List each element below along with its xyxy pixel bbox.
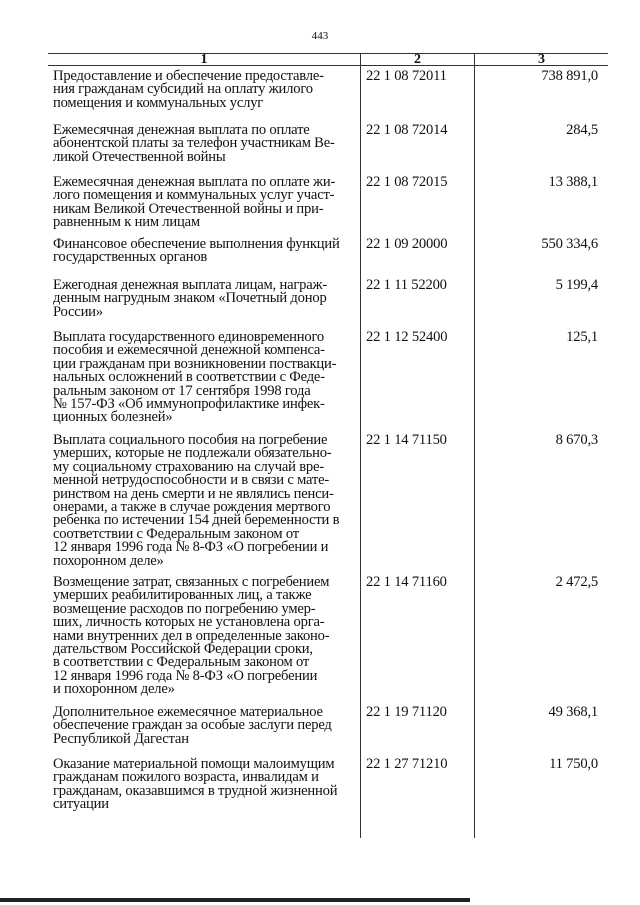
row-description: Оказание материальной помощи малоимущим гражданам пожилого возраста, инвалидам и гражданам, оказавшимся в трудной жизненной ситуации: [53, 756, 338, 813]
row-code: 22 1 14 71150: [366, 432, 447, 448]
row-description: Возмещение затрат, связанных с погребением умерших реабилитированных лиц, а также возмещение расходов по погребению умер- ших, личность которых не установлена орга- нами внутренних дел в определенные законо- дательством Российской Федерации сроки, в соответствии с Федеральным законом от 12 января 1996 года № 8-ФЗ «О погребении и похоронном деле»: [53, 574, 330, 698]
row-amount: 8 670,3: [555, 432, 598, 448]
row-amount: 49 368,1: [548, 704, 598, 720]
row-code: 22 1 27 71210: [366, 756, 448, 772]
row-amount: 13 388,1: [548, 174, 598, 190]
row-code: 22 1 08 72011: [366, 68, 447, 84]
row-description: Ежемесячная денежная выплата по оплате абонентской платы за телефон участникам Ве- ликой Отечественной войны: [53, 122, 335, 165]
row-code: 22 1 08 72014: [366, 122, 448, 138]
row-code: 22 1 12 52400: [366, 329, 448, 345]
row-description: Ежегодная денежная выплата лицам, награж- денным нагрудным знаком «Почетный донор России»: [53, 277, 328, 320]
row-amount: 11 750,0: [549, 756, 598, 772]
header-col-3: 3: [538, 52, 545, 67]
row-description: Финансовое обеспечение выполнения функций государственных органов: [53, 236, 340, 266]
row-amount: 550 334,6: [541, 236, 598, 252]
header-col-2: 2: [414, 52, 421, 67]
page-number: 443: [311, 30, 329, 42]
row-code: 22 1 08 72015: [366, 174, 448, 190]
row-description: Дополнительное ежемесячное материальное обеспечение граждан за особые заслуги перед Республикой Дагестан: [53, 704, 332, 747]
row-description: Выплата государственного единовременного пособия и ежемесячной денежной компенса- ции гражданам при возникновении поствакци- нальных осложнений в соответствии с Феде- ральным законом от 17 сентября 1998 года № 157-ФЗ «Об иммунопрофилактике инфек- ционных болезней»: [53, 329, 337, 426]
scan-edge-bar: [0, 898, 470, 902]
row-code: 22 1 09 20000: [366, 236, 448, 252]
column-divider-2: [474, 53, 475, 838]
row-amount: 125,1: [566, 329, 598, 345]
row-description: Предоставление и обеспечение предоставле- ния гражданам субсидий на оплату жилого помещения и коммунальных услуг: [53, 68, 324, 111]
row-description: Выплата социального пособия на погребение умерших, которые не подлежали обязательно- му социальному страхованию на случай вре- менной нетрудоспособности и в связи с мате- ринством на день смерти и не являлись пенси- онерами, а также в случае рождения мертвого ребенка по истечении 154 дней беременности в соответствии с Федеральным законом от 12 января 1996 года № 8-ФЗ «О погребении и похоронном деле»: [53, 432, 340, 569]
row-amount: 738 891,0: [541, 68, 598, 84]
row-amount: 2 472,5: [555, 574, 598, 590]
row-code: 22 1 11 52200: [366, 277, 447, 293]
row-amount: 284,5: [566, 122, 598, 138]
row-code: 22 1 19 71120: [366, 704, 447, 720]
row-description: Ежемесячная денежная выплата по оплате жи- лого помещения и коммунальных услуг участ- никам Великой Отечественной войны и при- равненным к ним лицам: [53, 174, 336, 231]
row-amount: 5 199,4: [555, 277, 598, 293]
header-col-1: 1: [200, 52, 208, 67]
row-code: 22 1 14 71160: [366, 574, 447, 590]
